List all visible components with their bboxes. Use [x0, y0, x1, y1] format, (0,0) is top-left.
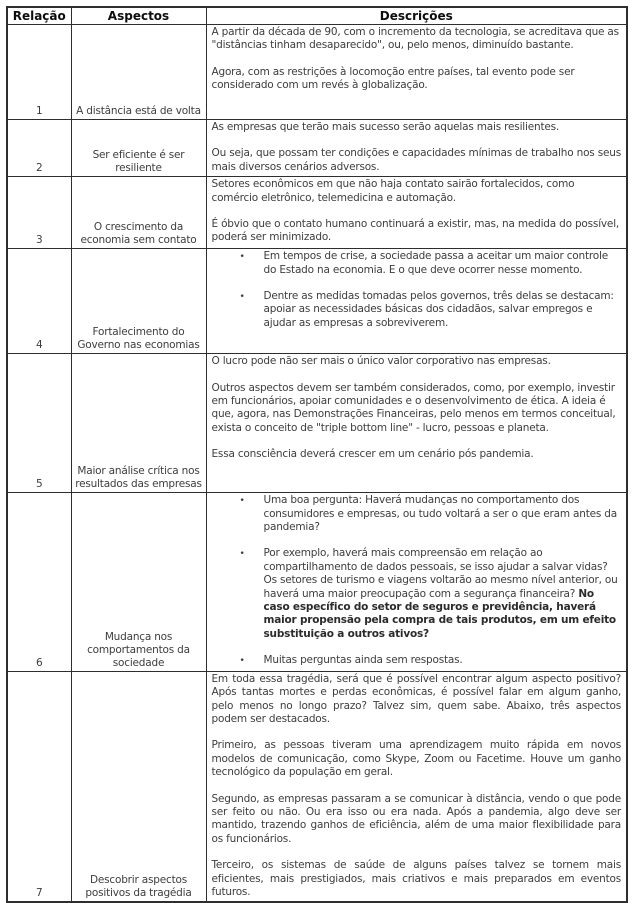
descricoes-cell: [206, 25, 627, 120]
descricoes-cell: [206, 493, 627, 671]
relacao-cell: 4: [7, 249, 71, 354]
descricao-paragraph: [212, 147, 622, 174]
descricao-paragraph: [212, 355, 622, 368]
descricao-paragraph: [212, 218, 622, 245]
header-row: [7, 7, 627, 25]
table-row: [7, 671, 627, 902]
descricao-paragraph: [212, 26, 622, 53]
bullet-icon: •: [239, 496, 245, 507]
relacao-cell: 3: [7, 177, 71, 249]
table-row: [7, 249, 627, 354]
aspecto-cell: Mudança nos comportamentos da sociedade: [71, 493, 206, 671]
descricao-paragraph: [212, 448, 622, 461]
table-row: [7, 354, 627, 493]
descricao-bullet: [212, 547, 622, 641]
descricoes-cell: [206, 120, 627, 177]
descricao-paragraph: [212, 673, 622, 727]
aspecto-cell: A distância está de volta: [71, 25, 206, 120]
aspecto-cell: Maior análise crítica nos resultados das empresas: [71, 354, 206, 493]
bullet-text: [264, 654, 622, 668]
aspecto-cell: Ser eficiente é ser resiliente: [71, 120, 206, 177]
bullet-icon: •: [239, 292, 245, 303]
text-segment: As empresas que terão mais sucesso serão aquelas mais resilientes.: [211, 121, 560, 133]
table-row: [7, 120, 627, 177]
table-body: [7, 25, 627, 903]
descricoes-cell: [206, 249, 627, 354]
text-segment: Ou seja, que possam ter condições e capacidades mínimas de trabalho nos seus mais diversos cenários adversos.: [211, 147, 621, 173]
bullet-icon: •: [239, 656, 245, 667]
text-segment: Setores econômicos em que não haja contato sairão fortalecidos, como comércio eletrônico, telemedicina e automação.: [211, 178, 575, 204]
text-segment: Agora, com as restrições à locomoção entre países, tal evento pode ser considerado com um revés à globalização.: [211, 65, 575, 92]
aspecto-cell: Descobrir aspectos positivos da tragédia: [71, 671, 206, 902]
text-segment: Dentre as medidas tomadas pelos governos, três delas se destacam: apoiar as necessidades básicas dos cidadãos, salvar empregos e ajudar as empresas a sobreviverem.: [263, 290, 614, 329]
bullet-text: [264, 494, 622, 534]
relacao-cell: 2: [7, 120, 71, 177]
descricao-paragraph: [212, 382, 622, 436]
bullet-icon: •: [239, 549, 245, 560]
descricao-bullet: [212, 654, 622, 668]
text-segment: Primeiro, as pessoas tiveram uma aprendizagem muito rápida em novos modelos de comunicação, como Skype, Zoom ou Facetime. Houve um ganho tecnológico da população em geral.: [211, 739, 621, 779]
relacao-cell: 6: [7, 493, 71, 671]
descricoes-cell: [206, 671, 627, 902]
bullet-icon: •: [239, 252, 245, 263]
text-segment: Muitas perguntas ainda sem respostas.: [263, 654, 463, 667]
text-segment: Essa consciência deverá crescer em um cenário pós pandemia.: [211, 448, 534, 461]
relacao-cell: 5: [7, 354, 71, 493]
aspecto-cell: Fortalecimento do Governo nas economias: [71, 249, 206, 354]
table-row: [7, 25, 627, 120]
descricoes-cell: [206, 177, 627, 249]
table-header: [7, 7, 627, 25]
descricao-paragraph: [212, 178, 622, 205]
descricao-bullet: [212, 250, 622, 277]
text-segment: Por exemplo, haverá mais compreensão em relação ao compartilhamento de dados pessoais, se isso ajudar a salvar vidas? Os setores de turismo e viagens voltarão ao mesmo nível anterior, ou haverá uma maior preocupação com a segurança financeira?: [263, 547, 618, 600]
aspecto-cell: O crescimento da economia sem contato: [71, 177, 206, 249]
descricao-bullet: [212, 290, 622, 330]
descricao-paragraph: [212, 793, 622, 847]
text-segment: Uma boa pergunta: Haverá mudanças no comportamento dos consumidores e empresas, ou tudo voltará a ser o que eram antes da pandemia?: [263, 494, 618, 534]
text-segment: Segundo, as empresas passaram a se comunicar à distância, vendo o que pode ser feito ou não. Ou era isso ou era nada. Após a pandemia, algo deve ser mantido, trazendo ganhos de eficiência, além de uma maior flexibilidade para os funcionários.: [211, 792, 621, 845]
bold-text: No caso específico do setor de seguros e previdência, haverá maior propensão pela compra de tais produtos, em um efeito substituição a outros ativos?: [263, 587, 616, 640]
descricao-paragraph: [212, 121, 622, 134]
descricao-paragraph: [212, 739, 622, 779]
text-segment: Em toda essa tragédia, será que é possível encontrar algum aspecto positivo? Após tantas mortes e perdas econômicas, é possível falar em algum ganho, pelo menos no longo prazo? Talvez sim, quem sabe. Abaixo, três aspectos podem ser destacados.: [211, 672, 621, 725]
header-relacao: Relação: [7, 7, 71, 25]
relacao-cell: 1: [7, 25, 71, 120]
table-row: [7, 177, 627, 249]
relacao-cell: 7: [7, 671, 71, 902]
header-aspectos: Aspectos: [71, 7, 206, 25]
descricao-paragraph: [212, 66, 622, 93]
text-segment: Terceiro, os sistemas de saúde de alguns países talvez se tornem mais eficientes, mais prestigiados, mais criativos e mais preparados em eventos futuros.: [211, 859, 621, 898]
table-row: [7, 493, 627, 671]
descricao-bullet: [212, 494, 622, 534]
relations-table: [6, 6, 628, 903]
bullet-text: [264, 290, 622, 330]
text-segment: Outros aspectos devem ser também considerados, como, por exemplo, investir em funcionários, apoiar comunidades e o desenvolvimento de ética. A ideia é que, agora, nas Demonstrações Financeiras, pelo menos em termos conceitual, exista o conceito de "triple bottom line" - lucro, pessoas e planeta.: [211, 381, 616, 434]
text-segment: Em tempos de crise, a sociedade passa a aceitar um maior controle do Estado na economia. E o que deve ocorrer nesse momento.: [263, 250, 608, 276]
bullet-text: [264, 250, 622, 277]
bullet-text: [264, 547, 622, 641]
descricoes-cell: [206, 354, 627, 493]
header-descricoes: Descrições: [206, 7, 627, 25]
text-segment: O lucro pode não ser mais o único valor corporativo nas empresas.: [211, 355, 551, 368]
text-segment: É óbvio que o contato humano continuará a existir, mas, na medida do possível, poderá ser minimizado.: [211, 218, 620, 244]
text-segment: A partir da década de 90, com o incremento da tecnologia, se acreditava que as "distâncias tinham desaparecido", ou, pelo menos, diminuído bastante.: [211, 26, 619, 52]
descricao-paragraph: [212, 859, 622, 899]
